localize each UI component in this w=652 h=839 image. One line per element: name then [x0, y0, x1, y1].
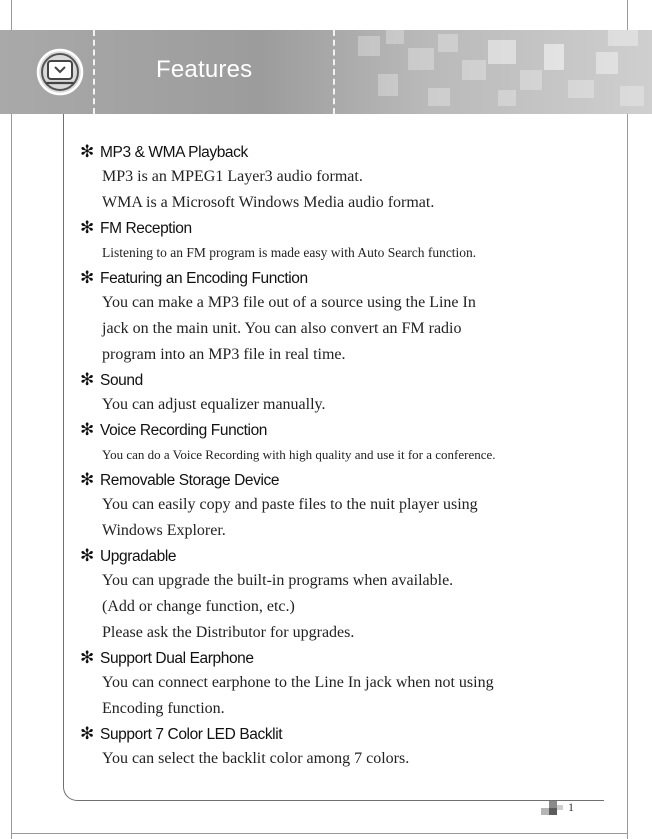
feature-description: jack on the main unit. You can also convert an FM radio: [102, 320, 462, 337]
feature-description: You can adjust equalizer manually.: [102, 396, 326, 413]
feature-description: You can do a Voice Recording with high quality and use it for a conference.: [102, 447, 496, 462]
feature-title: ✻ Sound: [80, 370, 143, 390]
feature-item: [80, 368, 610, 418]
feature-item: [80, 266, 610, 368]
header-divider-left: [93, 30, 95, 114]
page-border-right: [627, 0, 628, 839]
feature-description: You can upgrade the built-in programs when available.: [102, 572, 454, 589]
feature-description: You can easily copy and paste files to the nuit player using: [102, 496, 478, 513]
feature-title: ✻ Support Dual Earphone: [80, 648, 254, 668]
tv-screen-icon: [36, 48, 84, 96]
feature-description: Please ask the Distributor for upgrades.: [102, 624, 355, 641]
page-number: 1: [568, 800, 574, 814]
feature-description: MP3 is an MPEG1 Layer3 audio format.: [102, 168, 363, 185]
feature-description: (Add or change function, etc.): [102, 598, 295, 615]
feature-title: ✻ Voice Recording Function: [80, 420, 268, 440]
feature-description: Encoding function.: [102, 700, 225, 717]
feature-description: Windows Explorer.: [102, 522, 226, 539]
page-title: Features: [156, 56, 253, 83]
feature-list: [80, 140, 610, 772]
feature-description: WMA is a Microsoft Windows Media audio format.: [102, 194, 435, 211]
feature-title: ✻ Support 7 Color LED Backlit: [80, 724, 283, 744]
asterisk-bullet-icon: ✻: [80, 218, 94, 238]
feature-item: [80, 646, 610, 722]
page-border-bottom: [11, 833, 628, 834]
asterisk-bullet-icon: ✻: [80, 268, 94, 288]
feature-description: You can connect earphone to the Line In jack when not using: [102, 674, 494, 691]
asterisk-bullet-icon: ✻: [80, 370, 94, 390]
asterisk-bullet-icon: ✻: [80, 648, 94, 668]
feature-title: ✻ Upgradable: [80, 546, 177, 566]
header-mosaic-decoration: [338, 30, 652, 114]
feature-item: [80, 722, 610, 772]
asterisk-bullet-icon: ✻: [80, 420, 94, 440]
asterisk-bullet-icon: ✻: [80, 724, 94, 744]
header-band: [0, 30, 652, 114]
page-border-left: [11, 0, 12, 839]
feature-title: ✻ Featuring an Encoding Function: [80, 268, 308, 288]
feature-item: [80, 468, 610, 544]
feature-title: ✻ Removable Storage Device: [80, 470, 280, 490]
feature-item: [80, 140, 610, 216]
page-corner-squares-icon: [541, 799, 567, 819]
feature-description: Listening to an FM program is made easy with Auto Search function.: [102, 245, 477, 260]
asterisk-bullet-icon: ✻: [80, 470, 94, 490]
feature-title: ✻ MP3 & WMA Playback: [80, 142, 248, 162]
feature-item: [80, 544, 610, 646]
feature-title: ✻ FM Reception: [80, 218, 192, 238]
feature-description: You can select the backlit color among 7 colors.: [102, 750, 410, 767]
feature-item: [80, 216, 610, 266]
feature-description: You can make a MP3 file out of a source using the Line In: [102, 294, 476, 311]
asterisk-bullet-icon: ✻: [80, 142, 94, 162]
feature-item: [80, 418, 610, 468]
asterisk-bullet-icon: ✻: [80, 546, 94, 566]
feature-description: program into an MP3 file in real time.: [102, 346, 346, 363]
header-divider-right: [333, 30, 335, 114]
